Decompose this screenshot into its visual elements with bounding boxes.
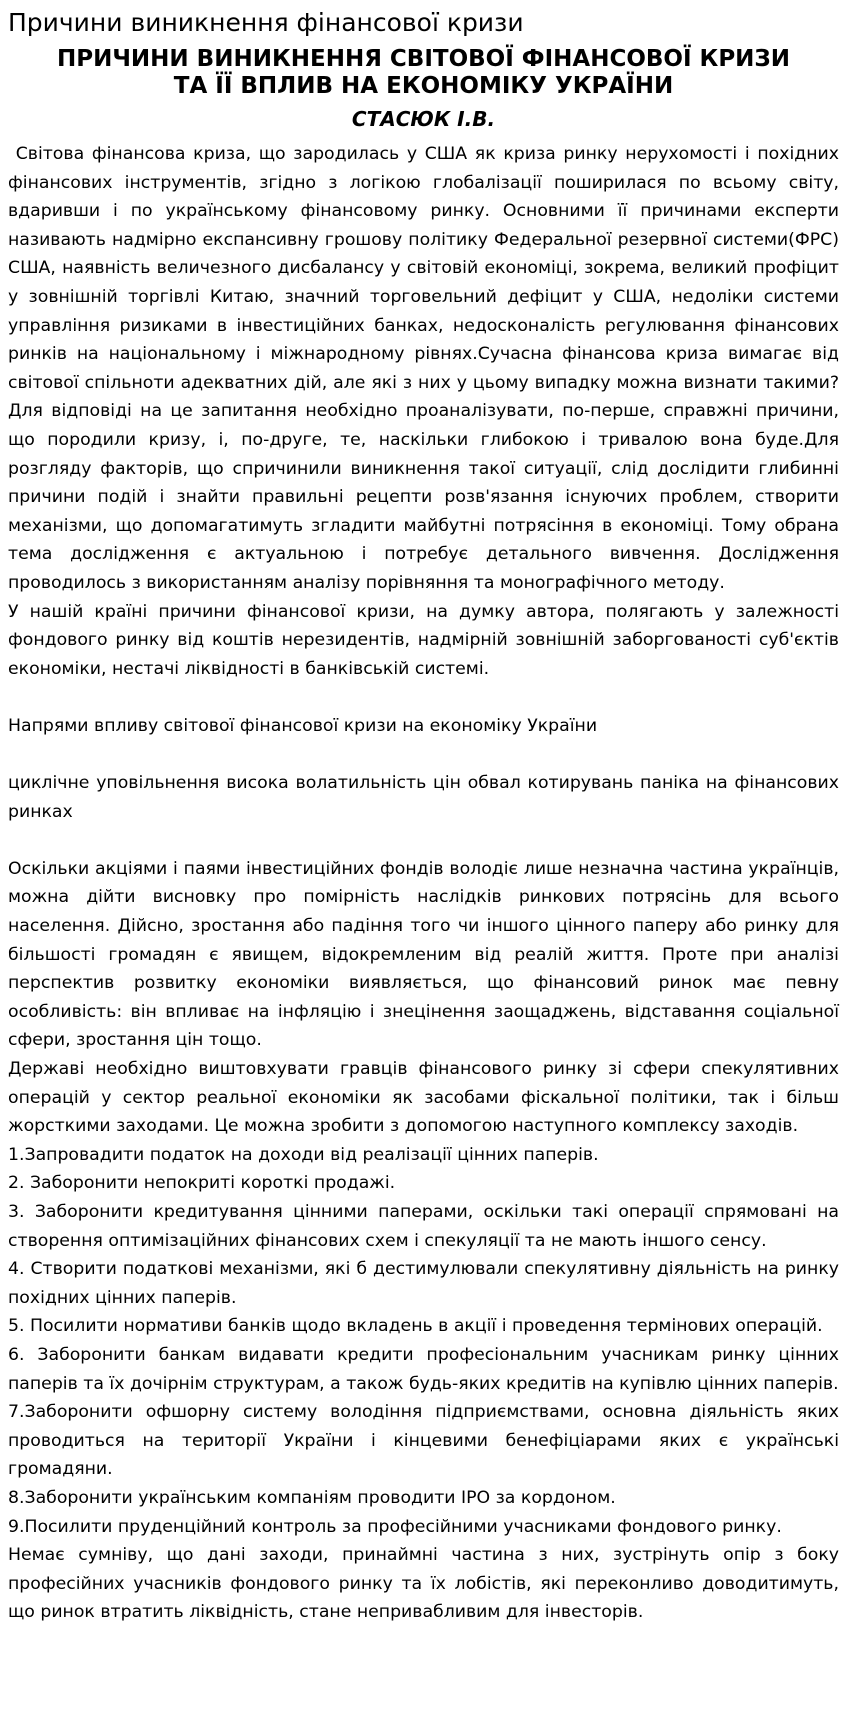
state-measures-paragraph: Державі необхідно виштовхувати гравців фінансового ринку зі сфери спекулятивних операцій у сектор реальної економіки як засобами фіскальної політики, так і більш жорсткими заходами. Це можна зробити з допомогою наступного комплексу заходів.	[8, 1059, 839, 1137]
measure-item: 7.Заборонити офшорну систему володіння підприємствами, основна діяльність яких проводиться на території України і кінцевими бенефіціарами яких є українські громадяни.	[8, 1402, 839, 1480]
spacer	[8, 740, 839, 769]
intro-paragraph: Світова фінансова криза, що зародилась у США як криза ринку нерухомості і похідних фінансових інструментів, згідно з логікою глобалізації поширилася по всьому світу, вдаривши і по українському фінансовому ринку. Основними її причинами експерти називають надмірно експансивну грошову політику Федеральної резервної системи(ФРС) США, наявність величезного дисбалансу у світовій економіці, зокрема, великий профіцит у зовнішній торгівлі Китаю, значний торговельний дефіцит у США, недоліки системи управління ризиками в інвестиційних банках, недосконалість регулювання фінансових ринків на національному і міжнародному рівнях.Сучасна фінансова криза вимагає від світової спільноти адекватних дій, але які з них у цьому випадку можна визнати такими? Для відповіді на це запитання необхідно проаналізувати, по-перше, справжні причини, що породили кризу, і, по-друге, те, наскільки глибокою і тривалою вона буде.Для розгляду факторів, що спричинили виникнення такої ситуації, слід дослідити глибинні причини подій і знайти правильні рецепти розв'язання існуючих проблем, створити механізми, що допомагатимуть згладити майбутні потрясіння в економіці. Тому обрана тема дослідження є актуальною і потребує детального вивчення. Дослідження проводилось з використанням аналізу порівняння та монографічного методу.	[8, 144, 839, 593]
measure-item: 6. Заборонити банкам видавати кредити професіональним учасникам ринку цінних паперів та їх дочірнім структурам, а також будь-яких кредитів на купівлю цінних паперів.	[8, 1344, 839, 1394]
conclusion-paragraph: Немає сумніву, що дані заходи, принаймні частина з них, зустрінуть опір з боку професійних учасників фондового ринку та їх лобістів, які переконливо доводитимуть, що ринок втратить ліквідність, стане непривабливим для інвесторів.	[8, 1545, 839, 1623]
measure-item: 2. Заборонити непокриті короткі продажі.	[8, 1173, 396, 1194]
article-title: ПРИЧИНИ ВИНИКНЕННЯ СВІТОВОЇ ФІНАНСОВОЇ КРИЗИ ТА ЇЇ ВПЛИВ НА ЕКОНОМІКУ УКРАЇНИ	[56, 46, 791, 99]
measure-item: 9.Посилити пруденційний контроль за професійними учасниками фондового ринку.	[8, 1516, 782, 1537]
measure-item: 3. Заборонити кредитування цінними паперами, оскільки такі операції спрямовані на створення оптимізаційних фінансових схем і спекуляції та не мають іншого сенсу.	[8, 1201, 839, 1251]
spacer	[8, 826, 839, 855]
page-title: Причини виникнення фінансової кризи	[8, 8, 524, 37]
measure-item: 1.Запровадити податок на доходи від реалізації цінних паперів.	[8, 1144, 599, 1165]
impact-items-paragraph: циклічне уповільнення висока волатильність цін обвал котирувань паніка на фінансових ринках	[8, 773, 839, 822]
measure-item: 5. Посилити нормативи банків щодо вкладень в акції і проведення термінових операцій.	[8, 1316, 823, 1337]
article-author: СТАСЮК І.В.	[351, 107, 496, 131]
ukraine-causes-paragraph: У нашій країні причини фінансової кризи, на думку автора, полягають у залежності фондового ринку від коштів нерезидентів, надмірній зовнішній заборгованості суб'єктів економіки, нестачі ліквідності в банківській системі.	[8, 601, 839, 679]
shareholders-paragraph: Оскільки акціями і паями інвестиційних фондів володіє лише незначна частина українців, можна дійти висновку про помірність наслідків ринкових потрясінь для всього населення. Дійсно, зростання або падіння того чи іншого цінного паперу або ринку для більшості громадян є явищем, відокремленим від реалій життя. Проте при аналізі перспектив розвитку економіки виявляється, що фінансовий ринок має певну особливість: він впливає на інфляцію і знецінення заощаджень, відставання соціальної сфери, зростання цін тощо.	[8, 858, 839, 1051]
measure-item: 4. Створити податкові механізми, які б дестимулювали спекулятивну діяльність на ринку похідних цінних паперів.	[8, 1259, 839, 1308]
impact-heading: Напрями впливу світової фінансової кризи на економіку України	[8, 715, 598, 736]
measure-item: 8.Заборонити українським компаніям проводити IPO за кордоном.	[8, 1487, 616, 1508]
spacer	[8, 683, 839, 712]
